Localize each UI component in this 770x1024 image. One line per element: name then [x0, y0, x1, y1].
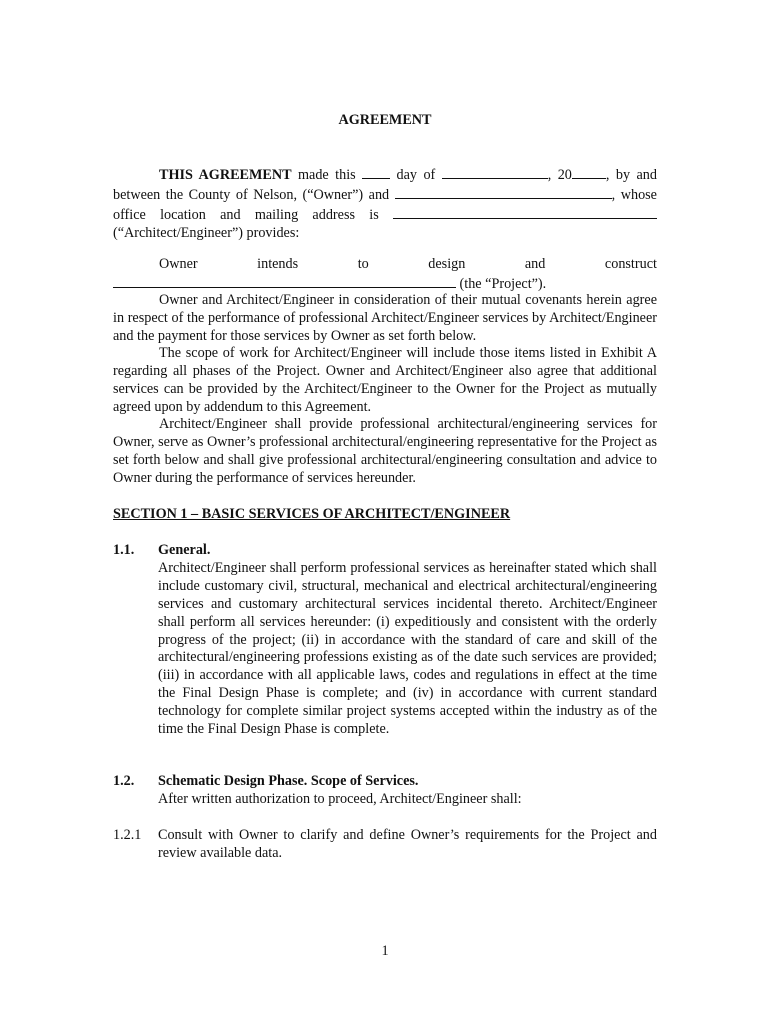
section-1-2-1-body: Consult with Owner to clarify and define Owner’s requirements for the Project and review available data. [158, 827, 657, 861]
intro-paragraph [113, 165, 657, 243]
paragraph-covenants: Owner and Architect/Engineer in consideration of their mutual covenants herein agree in respect of the performance of professional Architect/Engineer services by Architect/Engineer and the payment for those services by Owner as set forth below. [113, 292, 657, 344]
project-line [113, 274, 657, 294]
paragraph-services: Architect/Engineer shall provide professional architectural/engineering services for Owner, serve as Owner’s professional architectural/engineering representative for the Project as set forth below and shall give professional architectural/engineering consultation and advice to Owner during the performance of services hereunder. [113, 416, 657, 486]
word: Owner [159, 256, 198, 272]
word: and [524, 256, 546, 272]
page-number: 1 [381, 943, 389, 959]
owner-intends-block [113, 256, 657, 294]
section-1-2-heading: Schematic Design Phase. Scope of Services. [158, 773, 419, 789]
intro-text: office location and mailing address is [113, 206, 393, 223]
intro-text: , by and [605, 167, 657, 183]
word: design [428, 256, 466, 272]
intro-text: , 20 [547, 167, 572, 183]
section-1-1-heading: General. [158, 542, 211, 558]
intro-text: , whose [611, 186, 657, 203]
word: construct [604, 256, 657, 272]
intro-line-3 [113, 205, 657, 225]
section-1-1-number: 1.1. [113, 542, 135, 558]
word: intends [257, 256, 299, 272]
intro-text: between the County of Nelson, (“Owner”) and [113, 186, 395, 203]
intro-line-4: (“Architect/Engineer”) provides: [113, 224, 300, 241]
intro-line-2 [113, 185, 657, 205]
section-1-2-body: After written authorization to proceed, Architect/Engineer shall: [158, 790, 522, 807]
project-blank [113, 274, 456, 288]
intro-lead: THIS AGREEMENT [159, 167, 292, 183]
section-1-2-number: 1.2. [113, 773, 135, 789]
architect-name-blank [395, 185, 612, 199]
owner-intends-line [113, 256, 657, 274]
word: to [357, 256, 369, 272]
intro-text: day of [390, 167, 442, 183]
section-1-1-body: Architect/Engineer shall perform professional services as hereinafter stated which shall include customary civil, structural, mechanical and electrical architectural/engineering services and customary architectural services incidental thereto. Architect/Engineer shall perform all services hereunder: (i) expeditiously and consistent with the orderly progress of the project; (ii) in accordance with the standard of care and skill of the architectural/engineering professions existing as of the date such services are provided; (iii) in accordance with all applicable laws, codes and regulations in effect at the time the Final Design Phase is complete; and (iv) in accordance with current standard technology for complete similar project systems accepted within the industry as of the time the Final Design Phase is complete. [158, 559, 657, 738]
month-blank [442, 165, 548, 179]
project-suffix: (the “Project”). [456, 275, 547, 292]
paragraph-scope: The scope of work for Architect/Engineer will include those items listed in Exhibit A regarding all phases of the Project. Owner and Architect/Engineer also agree that additional services can be provided by the Architect/Engineer to the Owner for the Project as mutually agreed upon by addendum to this Agreement. [113, 345, 657, 415]
section-1-2-1-number: 1.2.1 [113, 827, 142, 843]
intro-text: made this [291, 167, 363, 183]
section-1-heading: SECTION 1 – BASIC SERVICES OF ARCHITECT/ENGINEER [113, 506, 511, 522]
section-1-1 [158, 542, 657, 739]
document-title: AGREEMENT [338, 112, 432, 128]
year-blank [572, 165, 606, 179]
intro-line-1 [113, 165, 657, 185]
section-1-2 [158, 773, 657, 809]
address-blank [393, 205, 657, 219]
day-blank [362, 165, 390, 179]
